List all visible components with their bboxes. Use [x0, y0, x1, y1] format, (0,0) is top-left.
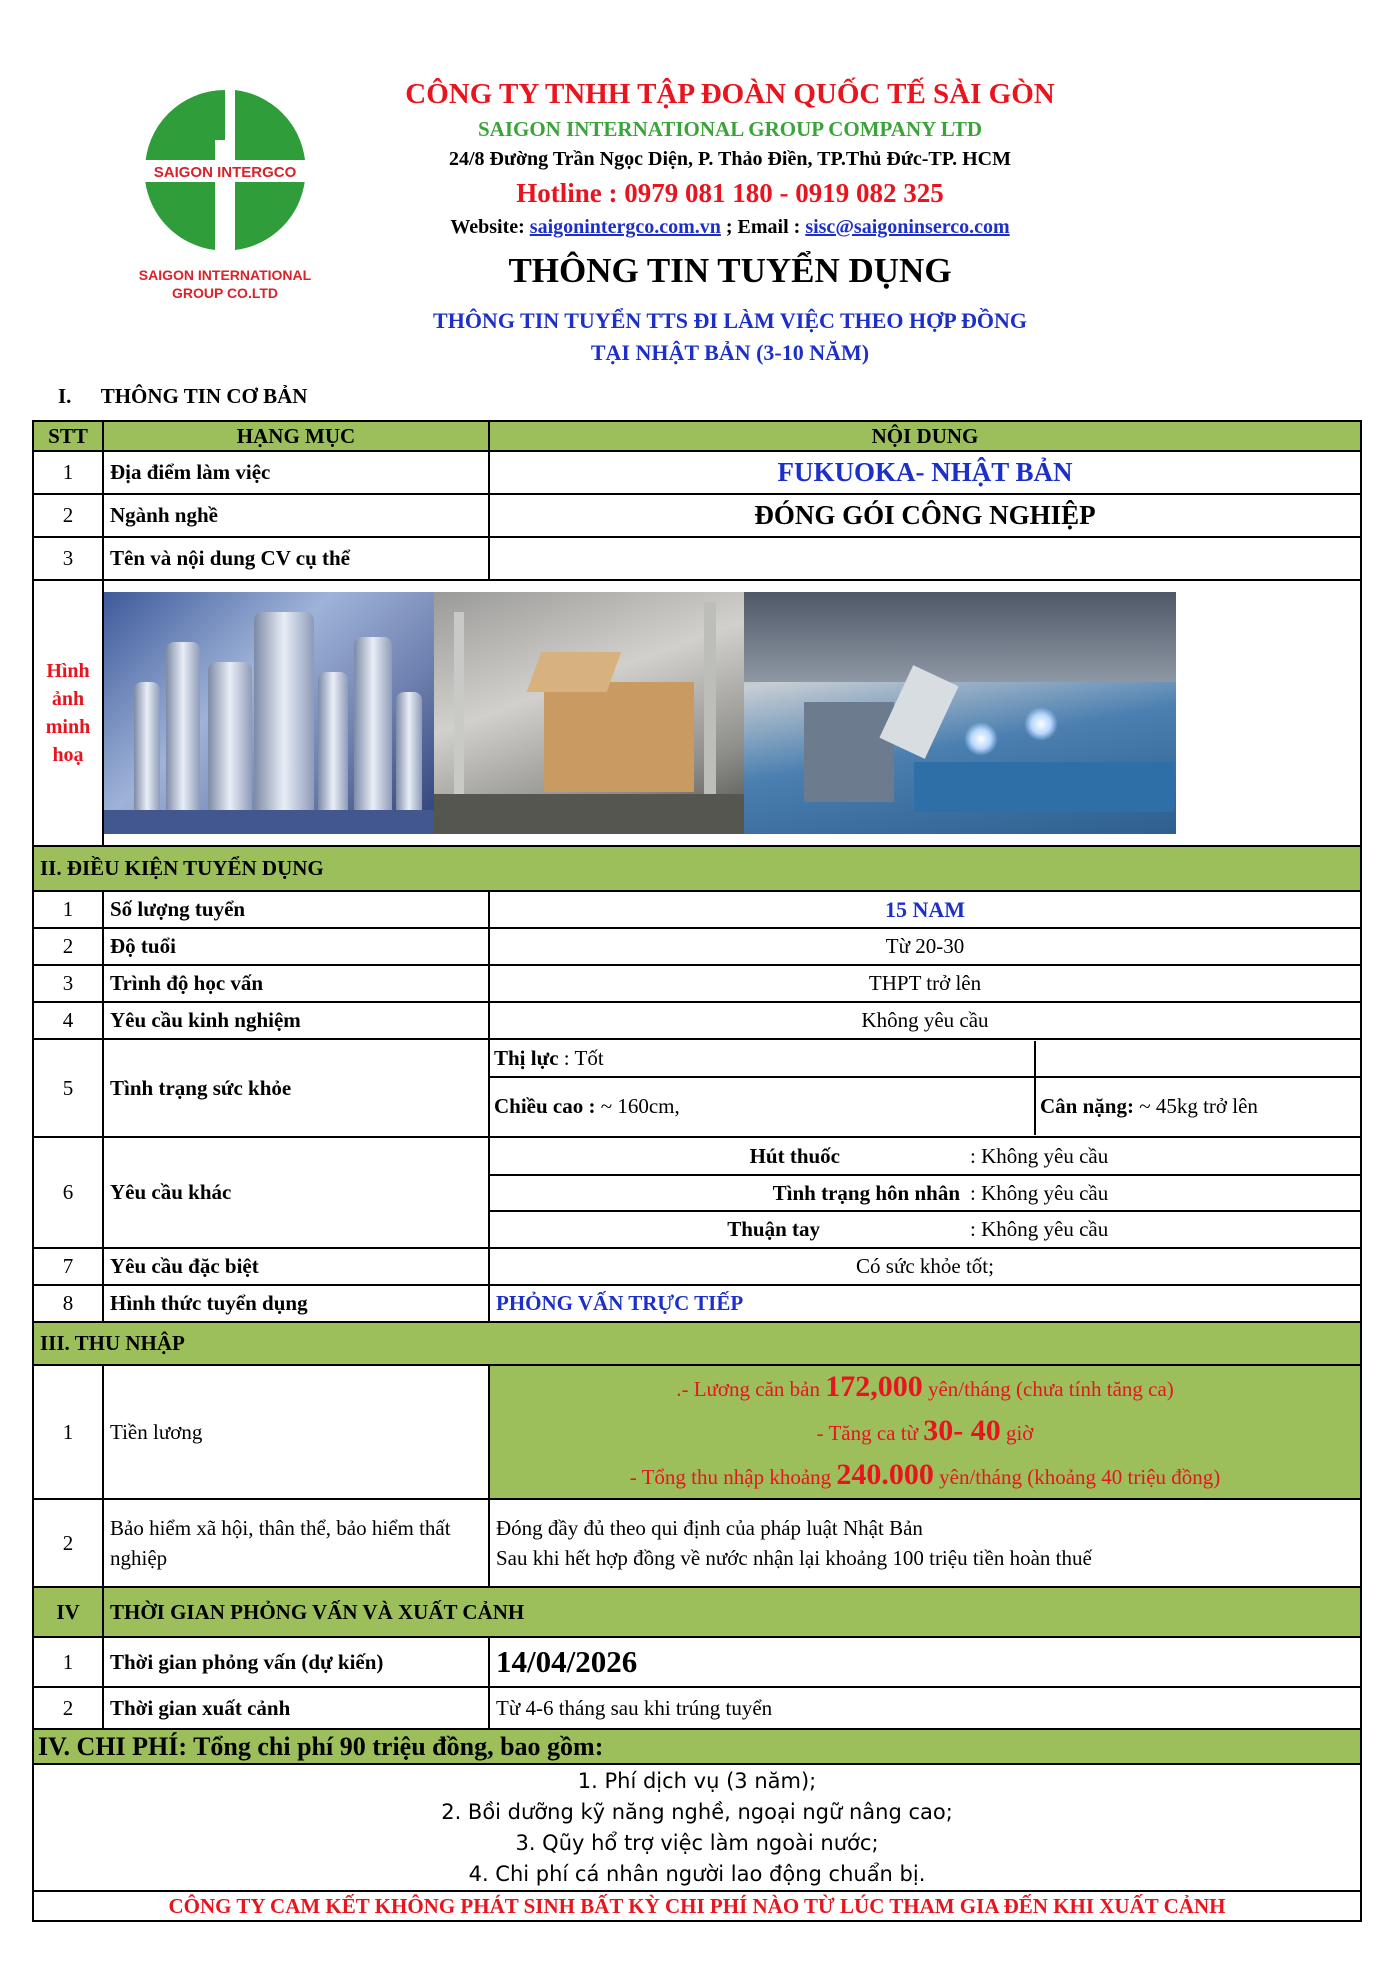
steel-tubes-image: [104, 592, 434, 834]
col-item: HẠNG MỤC: [103, 421, 489, 451]
row-item: Tên và nội dung CV cụ thể: [103, 537, 489, 580]
document-header: [0, 0, 1389, 390]
footer-row: [33, 1891, 1361, 1921]
list-item: 1. Phí dịch vụ (3 năm);: [577, 1768, 817, 1793]
row-item: Tình trạng sức khỏe: [103, 1039, 489, 1137]
table-row: [33, 451, 1361, 494]
salary-cell: .- Lương căn bản 172,000 yên/tháng (chưa tính tăng ca) - Tăng ca từ 30- 40 giờ - Tổng thu nhập khoảng 240.000 yên/tháng (khoảng 40 triệu đồng): [489, 1365, 1361, 1499]
row-item: Yêu cầu đặc biệt: [103, 1248, 489, 1285]
recruit-method: PHỎNG VẤN TRỰC TIẾP: [489, 1285, 1361, 1322]
table-row: 8 Hình thức tuyển dụng PHỎNG VẤN TRỰC TIẾP: [33, 1285, 1361, 1322]
section-4-header: IV THỜI GIAN PHỎNG VẤN VÀ XUẤT CẢNH: [33, 1587, 1361, 1637]
departure-time: Từ 4-6 tháng sau khi trúng tuyển: [489, 1687, 1361, 1729]
table-row: 1 Số lượng tuyển 15 NAM: [33, 891, 1361, 928]
table-row: 1 Thời gian phỏng vấn (dự kiến) 14/04/2026: [33, 1637, 1361, 1687]
commitment-footer: CÔNG TY CAM KẾT KHÔNG PHÁT SINH BẤT KỲ CHI PHÍ NÀO TỪ LÚC THAM GIA ĐẾN KHI XUẤT CẢNH: [33, 1891, 1361, 1921]
list-item: 3. Qũy hổ trợ việc làm ngoài nước;: [515, 1830, 879, 1855]
row-item: Hình thức tuyển dụng: [103, 1285, 489, 1322]
company-name-en: SAIGON INTERNATIONAL GROUP COMPANY LTD: [477, 117, 983, 141]
logo-mark-text: SAIGON INTERGCO: [153, 164, 297, 181]
company-address: 24/8 Đường Trần Ngọc Diện, P. Thảo Điền, TP.Thủ Đức-TP. HCM: [448, 148, 1012, 170]
section-3-title: III. THU NHẬP: [33, 1322, 1361, 1365]
table-header-row: [33, 421, 1361, 451]
table-row: 6 Yêu cầu khác Hút thuốc : Không yêu cầu Tình trạng hôn nhân : Không yêu cầu Thuận tay : Không yêu cầu: [33, 1137, 1361, 1248]
list-item: 4. Chi phí cá nhân người lao động chuẩn bị.: [468, 1861, 926, 1886]
section-5-header: [33, 1729, 1361, 1764]
list-item: 2. Bồi dưỡng kỹ năng nghề, ngoại ngữ nâng cao;: [441, 1799, 953, 1824]
quantity: 15 NAM: [489, 891, 1361, 928]
row-item: Địa điểm làm việc: [103, 451, 489, 494]
website-link[interactable]: saigonintergco.com.vn: [529, 216, 721, 238]
row-item: Tiền lương: [103, 1365, 489, 1499]
table-row: [33, 537, 1361, 580]
interview-date: 14/04/2026: [489, 1637, 1361, 1687]
subtitle-1: THÔNG TIN TUYỂN TTS ĐI LÀM VIỆC THEO HỢP ĐỒNG: [433, 308, 1027, 333]
welding-robots-image: [744, 592, 1176, 834]
section-1-heading: [58, 384, 307, 409]
row-item: Yêu cầu kinh nghiệm: [103, 1002, 489, 1039]
row-item: Bảo hiểm xã hội, thân thể, bảo hiểm thất nghiệp: [103, 1499, 489, 1587]
row-stt: 1: [33, 451, 103, 494]
table-row: 2 Thời gian xuất cảnh Từ 4-6 tháng sau khi trúng tuyển: [33, 1687, 1361, 1729]
industry: ĐÓNG GÓI CÔNG NGHIỆP: [489, 494, 1361, 537]
logo-sub2: GROUP CO.LTD: [171, 285, 279, 300]
subtitle-2: TẠI NHẬT BẢN (3-10 NĂM): [590, 340, 870, 365]
email-label: ; Email :: [725, 216, 801, 238]
hotline: Hotline : 0979 081 180 - 0919 082 325: [516, 178, 944, 208]
insurance-cell: Đóng đầy đủ theo qui định của pháp luật Nhật Bản Sau khi hết hợp đồng về nước nhận lại khoảng 100 triệu tiền hoàn thuế: [489, 1499, 1361, 1587]
section-5-title: IV. CHI PHÍ: Tổng chi phí 90 triệu đồng, bao gồm:: [33, 1729, 1361, 1764]
row-item: Yêu cầu khác: [103, 1137, 489, 1248]
table-row: 5 Tình trạng sức khỏe Thị lực : Tốt Chiều cao : ~ 160cm, Cân nặng: ~ 45kg trở lên: [33, 1039, 1361, 1137]
recruitment-table: [32, 420, 1362, 1922]
section-2-title: II. ĐIỀU KIỆN TUYỂN DỤNG: [33, 846, 1361, 891]
email-link[interactable]: sisc@saigoninserco.com: [805, 216, 1010, 238]
row-item: Ngành nghề: [103, 494, 489, 537]
images-label: Hình ảnh minh hoạ: [33, 580, 103, 846]
packaging-machine-image: [434, 592, 744, 834]
company-name-vn: CÔNG TY TNHH TẬP ĐOÀN QUỐC TẾ SÀI GÒN: [405, 78, 1055, 110]
experience: Không yêu cầu: [489, 1002, 1361, 1039]
images-row: [33, 580, 1361, 846]
page-title: THÔNG TIN TUYỂN DỤNG: [508, 251, 952, 290]
row-stt: 2: [33, 494, 103, 537]
row-item: Thời gian phỏng vấn (dự kiến): [103, 1637, 489, 1687]
row-stt: 3: [33, 537, 103, 580]
row-item: Trình độ học vấn: [103, 965, 489, 1002]
table-row: 1 Tiền lương .- Lương căn bản 172,000 yên/tháng (chưa tính tăng ca) - Tăng ca từ 30- 40 giờ - Tổng thu nhập khoảng 240.000 yên/tháng (khoảng 40 triệu đồng): [33, 1365, 1361, 1499]
job-detail: [489, 537, 1361, 580]
table-row: [33, 494, 1361, 537]
row-item: Thời gian xuất cảnh: [103, 1687, 489, 1729]
row-item: Độ tuổi: [103, 928, 489, 965]
col-stt: STT: [33, 421, 103, 451]
col-content: NỘI DUNG: [489, 421, 1361, 451]
table-row: 4 Yêu cầu kinh nghiệm Không yêu cầu: [33, 1002, 1361, 1039]
section-4-title: THỜI GIAN PHỎNG VẤN VÀ XUẤT CẢNH: [103, 1587, 1361, 1637]
section-3-header: [33, 1322, 1361, 1365]
website-label: Website:: [450, 216, 525, 238]
special-requirement: Có sức khỏe tốt;: [489, 1248, 1361, 1285]
logo-sub1: SAIGON INTERNATIONAL: [138, 267, 312, 283]
table-row: 7 Yêu cầu đặc biệt Có sức khỏe tốt;: [33, 1248, 1361, 1285]
health-subtable: Thị lực : Tốt Chiều cao : ~ 160cm, Cân nặng: ~ 45kg trở lên: [490, 1041, 1360, 1135]
row-item: Số lượng tuyển: [103, 891, 489, 928]
section-1-title: THÔNG TIN CƠ BẢN: [100, 384, 308, 408]
table-row: 2 Bảo hiểm xã hội, thân thể, bảo hiểm thất nghiệp Đóng đầy đủ theo qui định của pháp luật Nhật Bản Sau khi hết hợp đồng về nước nhận lại khoảng 100 triệu tiền hoàn thuế: [33, 1499, 1361, 1587]
other-reqs-subtable: Hút thuốc : Không yêu cầu Tình trạng hôn nhân : Không yêu cầu Thuận tay : Không yêu cầu: [490, 1139, 1360, 1246]
section-2-header: [33, 846, 1361, 891]
section-1-num: I.: [58, 384, 72, 408]
work-location: FUKUOKA- NHẬT BẢN: [489, 451, 1361, 494]
contact-line: [280, 216, 1180, 239]
cost-items-row: [33, 1764, 1361, 1891]
age: Từ 20-30: [489, 928, 1361, 965]
education: THPT trở lên: [489, 965, 1361, 1002]
table-row: 2 Độ tuổi Từ 20-30: [33, 928, 1361, 965]
cost-list: [33, 1764, 1361, 1891]
table-row: 3 Trình độ học vấn THPT trở lên: [33, 965, 1361, 1002]
